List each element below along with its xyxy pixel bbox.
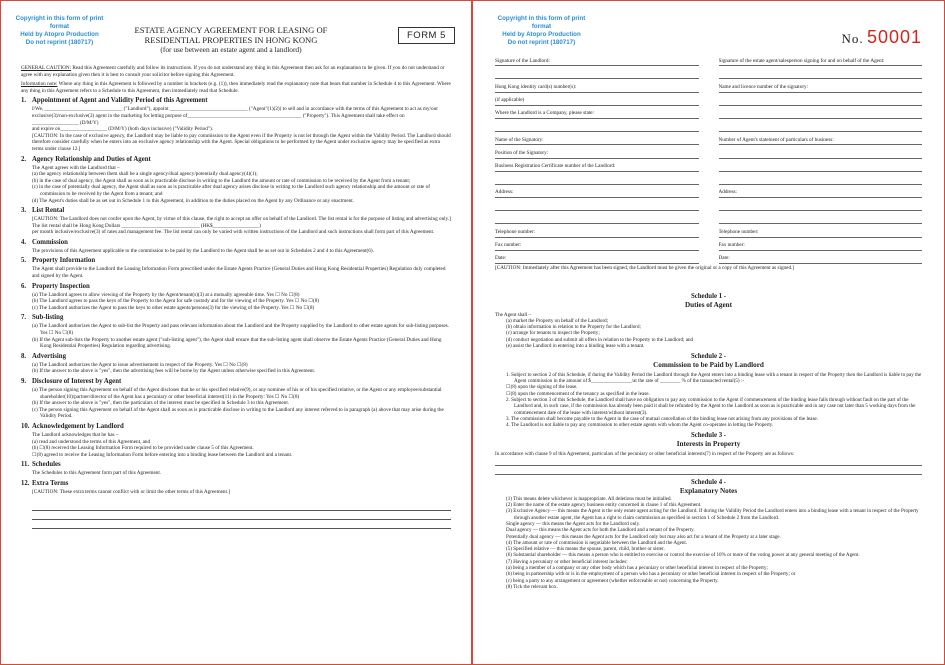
- interest-line[interactable]: [495, 457, 922, 466]
- landlord-field[interactable]: [495, 238, 699, 251]
- schedule-item: (c) arrange for tenants to inspect the Property;: [506, 330, 600, 337]
- clause-3: [21, 207, 451, 236]
- clause-text: [CAUTION: These extra terms cannot conflict with or limit the other terms of this Agreement.]: [32, 488, 230, 495]
- clause-1: [21, 97, 451, 152]
- schedule-item: (4) The amount or rate of commission is negotiable between the Landlord and the Agent.: [506, 539, 688, 546]
- clause-item: (b) in the case of dual agency, the Agent shall as soon as is practicable disclose in writing to the Landlord the amount or rate of commission to be received by the Agent from a tenant;: [32, 177, 411, 184]
- clause-item: ☐(8) agreed to receive the Leasing Information Form before entering into a binding lease between the Landlord and a tenant.: [32, 451, 293, 458]
- clause-item: (a) The Landlord agrees to allow viewing of the Property by the Agent/tenant(s)(3) at a mutually agreeable time. Yes ☐ No ☐(8): [32, 291, 300, 298]
- copyright-line: Held by Atopro Production: [502, 31, 581, 38]
- clause-number: 6.: [21, 282, 27, 290]
- clause-title: Property Information: [32, 257, 96, 265]
- title-subline: (for use between an estate agent and a landlord): [160, 45, 302, 54]
- clause-item: (a) The person signing this Agreement on behalf of the Agent discloses that he or his specified relative(9), or any nominee of his or of his specified relative, or the Agent or any employee/substantial shareholder(10)/partner/director of the Agent has a pecuniary or other beneficial interest(11) in the Property: Yes ☐ No ☐(8): [32, 387, 442, 400]
- field-label: Telephone number:: [495, 229, 536, 236]
- clause-text: The provisions of this Agreement applicable to the commission to be paid by the Landlord to the Agent shall be as set out in Schedules 2 and 4 to this Agreement(6).: [32, 247, 374, 254]
- schedule-item: Potentially dual agency — this means the Agent acts for the Landlord only but may also act for a tenant of the Property at a later stage.: [506, 533, 781, 540]
- agent-field[interactable]: [719, 106, 923, 119]
- serial-number: [842, 27, 922, 48]
- landlord-field[interactable]: [495, 159, 699, 172]
- extra-terms-line[interactable]: [32, 502, 451, 511]
- field-label: Telephone number:: [718, 229, 759, 236]
- clause-heading: [21, 423, 451, 431]
- field-label: (if applicable): [495, 97, 525, 104]
- clause-number: 11.: [21, 461, 30, 469]
- field-label: Fax number:: [495, 242, 522, 249]
- clause-title: Appointment of Agent and Validity Period of this Agreement: [32, 97, 208, 105]
- clause-title: List Rental: [32, 207, 65, 215]
- field-label: Address:: [718, 189, 737, 196]
- clause-heading: [21, 257, 451, 265]
- clause-number: 12.: [21, 479, 30, 487]
- clause-item: (b) ☐(8) received the Leasing Information Form required to be provided under clause 5 of this Agreement.: [32, 445, 254, 452]
- schedule-item: ☐(8) upon the commencement of the tenancy as specified in the lease.: [506, 390, 650, 397]
- agreement-body: [21, 65, 451, 529]
- field-label: Where the Landlord is a Company, please state:: [495, 110, 595, 117]
- schedule-1-title: Duties of Agent: [684, 301, 733, 309]
- clause-item: (b) If the answer to the above is "yes", then the particulars of the interest must be specified in Schedule 3 to this Agreement.: [32, 400, 290, 407]
- schedule-item: (b) obtain information in relation to the Property for the Landlord;: [506, 324, 641, 331]
- info-text: Where any thing in this Agreement is followed by a number in brackets (e.g. (1)), then immediately read the explanatory note that bears that number in Schedule 4 to this Agreement. Where any thing in this Agreement refers to a Schedule to this Agreement, then immediately read that Schedule.: [21, 81, 451, 94]
- field-label: Business Registration Certificate number of the Landlord:: [495, 163, 616, 170]
- field-label: Address:: [495, 189, 514, 196]
- clause-item: (b) If the answer to the above is "yes", then the advertising fees will be borne by the Agent unless otherwise specified in this Agreement.: [32, 368, 316, 375]
- clause-title: Disclosure of Interest by Agent: [32, 378, 122, 385]
- copyright-line: Do not reprint (180717): [25, 39, 94, 46]
- clause-text: [CAUTION: The Landlord does not confer upon the Agent, by virtue of this clause, the right to accept an offer on behalf of the Landlord. The list rental is for the purpose of listing and advertising only.]: [32, 216, 451, 223]
- agent-field[interactable]: [719, 211, 923, 224]
- landlord-field[interactable]: [495, 93, 699, 106]
- landlord-field[interactable]: [495, 251, 699, 264]
- clause-text: and expire on__________________ (D/M/Y) (both days inclusive) ("Validity Period").: [32, 126, 214, 133]
- serial-label: No.: [841, 31, 864, 46]
- agent-field[interactable]: [719, 53, 923, 66]
- landlord-field[interactable]: [495, 66, 699, 79]
- landlord-field[interactable]: [495, 224, 699, 237]
- schedule-item: (b) being in partnership with or is in the employment of a person who has a pecuniary or other beneficial interest in respect of the Property; or: [506, 571, 796, 578]
- schedule-item: (c) being a party to any arrangement or agreement (whether enforceable or not) concerning the Property.: [506, 577, 719, 584]
- schedule-item: (5) Specified relative — this means the spouse, parent, child, brother or sister.: [506, 546, 665, 553]
- schedule-3-heading: Schedule 3 -: [690, 432, 727, 440]
- s4-list: [495, 496, 922, 590]
- clause-title: Sub-listing: [32, 314, 64, 322]
- schedule-2-heading: Schedule 2 -: [690, 353, 727, 361]
- clause-heading: [21, 97, 451, 105]
- field-label: Hong Kong identity card(s) number(s):: [495, 83, 577, 90]
- agent-field[interactable]: [719, 251, 923, 264]
- general-caution: [21, 65, 451, 78]
- landlord-field[interactable]: [495, 185, 699, 198]
- landlord-signature-column: [495, 53, 699, 264]
- clause-number: 2.: [21, 155, 27, 163]
- clause-text: per month inclusive/exclusive(3) of rates and management fee. The list rental can only be varied with written instructions of the Landlord and such instructions shall form part of this Agreement.: [32, 229, 435, 236]
- field-label: Name of the Signatory:: [495, 136, 544, 143]
- clause-8: [21, 353, 451, 375]
- clause-heading: [21, 239, 451, 247]
- agreement-page-1: [0, 0, 472, 665]
- agent-field[interactable]: [719, 132, 923, 145]
- clause-text: [CAUTION: In the case of exclusive agency, the Landlord may be liable to pay commission to the Agent even if the Property is not let through the Agent within the Validity Period. The Landlord should therefore consider carefully when he enters into an exclusive agency relationship with the Agent. Special obligations to be performed by the Agent under exclusive agency may be specified as extra terms under clause 12.]: [32, 132, 451, 152]
- field-label: Name and licence number of the signatory:: [718, 83, 809, 90]
- extra-terms-line[interactable]: [32, 520, 451, 529]
- clause-text: The list rental shall be Hong Kong Dollars ______________________________ (HK$__________________): [32, 222, 261, 229]
- clause-item: (c) The person signing this Agreement on behalf of the Agent shall as soon as is practicable disclose in writing to the Landlord any interest referred to in paragraph (a) above that may arise during the Validity Period.: [32, 406, 444, 420]
- schedule-item: (2) Enter the name of the estate agency business entity concerned in clause 1 of this Agreement.: [506, 502, 702, 509]
- clause-10: [21, 423, 451, 458]
- landlord-field[interactable]: [495, 106, 699, 119]
- schedule-item: ☐(8) upon the signing of the lease.: [506, 384, 578, 391]
- schedules: [495, 289, 922, 590]
- landlord-field[interactable]: [495, 119, 699, 132]
- agreement-page-2: [472, 0, 945, 665]
- agent-field[interactable]: [719, 159, 923, 172]
- clause-5: [21, 257, 451, 279]
- schedule-item: (8) Tick the relevant box.: [506, 583, 558, 590]
- clause-number: 3.: [21, 207, 27, 215]
- schedule-item: 3. The commission shall become payable to the Agent in the case of mutual cancellation of the binding lease not arising from any provisions of the lease.: [506, 415, 818, 422]
- clause-heading: [21, 461, 451, 469]
- schedule-item: (d) conduct negotiation and submit all offers in relation to the Property to the Landlord; and: [506, 336, 694, 343]
- copyright-line: Do not reprint (180717): [507, 39, 576, 46]
- clause-item: (a) The Landlord authorizes the Agent to sub-list the Property and pass relevant information about the Landlord and the Property supplied by the Landlord to other estate agents for sub-listing purposes. Yes ☐ No ☐(8): [32, 323, 449, 337]
- schedule-item: (6) Substantial shareholder — this means a person who is entitled to exercise or control the exercise of 10% or more of the voting power at any general meeting of the Agent.: [506, 552, 860, 559]
- schedule-item: Dual agency — this means the Agent acts for both the Landlord and a tenant of the Property.: [506, 527, 695, 534]
- clause-number: 9.: [21, 378, 27, 385]
- clause-item: (c) in the case of potentially dual agency, the Agent shall as soon as is practicable after dual agency arises disclose in writing to the Landlord such agency relationship and the amount or rate of commission to be received by the Agent from a tenant; and: [32, 184, 430, 197]
- schedule-item: Single agency — this means the Agent acts for the Landlord only.: [506, 520, 641, 527]
- schedule-1-heading: Schedule 1 -: [690, 293, 727, 300]
- title-line: RESIDENTIAL PROPERTIES IN HONG KONG: [144, 35, 318, 45]
- agent-signature-column: [719, 53, 923, 264]
- schedule-item: (e) assist the Landlord in entering into a binding lease with a tenant.: [506, 342, 645, 349]
- schedule-1-intro: The Agent shall –: [495, 311, 532, 318]
- field-label: Signature of the Landlord:: [495, 57, 550, 64]
- clause-item: (c) The Landlord authorizes the Agent to pass the keys to other estate agents/persons(3) for the viewing of the Property. Yes ☐ No ☐(8): [32, 304, 315, 311]
- signature-block: [495, 53, 922, 272]
- serial-value: 50001: [866, 27, 922, 47]
- landlord-field[interactable]: [495, 79, 699, 92]
- info-heading: Information note:: [21, 81, 58, 88]
- clause-heading: [21, 314, 451, 322]
- landlord-field[interactable]: [495, 198, 699, 211]
- agent-field[interactable]: [719, 66, 923, 79]
- clause-title: Schedules: [32, 461, 61, 469]
- extra-terms-line[interactable]: [32, 511, 451, 520]
- clause-item: (a) The Landlord authorizes the Agent to issue advertisement in respect of the Property. Yes ☐ No ☐(8): [32, 361, 248, 368]
- signing-caution: [CAUTION: Immediately after this Agreement has been signed, the Landlord must be given the original or a copy of this Agreement as signed.]: [495, 265, 795, 271]
- clause-item: (b) The Landlord agrees to pass the keys of the Property to the Agent for safe custody and for the viewing of the Property. Yes ☐ No ☐(8): [32, 298, 320, 305]
- agent-field[interactable]: [719, 93, 923, 106]
- title-line: ESTATE AGENCY AGREEMENT FOR LEASING OF: [134, 25, 328, 35]
- clause-text: I/We, ______________________________ ("Landlord"), appoint ______________________________ ("Agent"(1)(2)) to sell and in accordance with the terms of this Agreement to act as my/our exclusive(3)/non-exclusive(3) agent in the marketing for letting purpose of____________________________________________ ("Property"). This Agreement shall take effect on __________________ (D/M/Y): [32, 106, 438, 126]
- clause-11: [21, 461, 451, 477]
- clause-12: [21, 480, 451, 496]
- clause-text: The Agent agrees with the Landlord that –: [32, 164, 120, 171]
- schedule-item: (a) being a member of a company or any other body which has a pecuniary or other beneficial interest in respect of the Property;: [506, 565, 768, 572]
- field-label: Date:: [718, 255, 730, 262]
- clause-title: Commission: [32, 238, 68, 246]
- clause-heading: [21, 378, 451, 386]
- field-label: Signature of the estate agent/salesperson signing for and on behalf of the Agent:: [718, 57, 885, 64]
- clause-text: The Schedules to this Agreement form part of this Agreement.: [32, 470, 162, 477]
- schedule-item: 2. Subject to section 3 of this Schedule, the Landlord shall have no obligation to pay any commission to the Agent if commencement of the binding lease falls through without fault on the part of the Landlord and, in such case, if the commission has already been paid it shall be refunded by the Agent to the Landlord as soon as is practicable and in any case not later than 5 working days from the commencement date of the lease with interest/without interest(3).: [506, 396, 916, 416]
- caution-text: Read this Agreement carefully and follow its instructions. If you do not understand any thing in this Agreement then ask for an explanation to be given. If you do not understand or agree with any explanation given then it is best to consult your solicitor before signing this Agreement.: [21, 65, 445, 78]
- schedule-3-text: In accordance with clause 9 of this Agreement, particulars of the pecuniary or other beneficial interests(7) in respect of the Property are as follows:: [495, 450, 795, 457]
- schedule-item: 4. The Landlord is not liable to pay any commission to other estate agents with whom the Agent co-operates in letting the Property.: [506, 422, 774, 429]
- agent-field[interactable]: [719, 119, 923, 132]
- landlord-field[interactable]: [495, 172, 699, 185]
- clause-text: The Landlord acknowledges that he has –: [32, 431, 119, 438]
- interest-line[interactable]: [495, 466, 922, 475]
- copyright-line: Copyright in this form of print format: [497, 15, 586, 30]
- landlord-field[interactable]: [495, 132, 699, 145]
- schedule-4-heading: Schedule 4 -: [690, 479, 727, 487]
- form-number-badge: FORM 5: [398, 27, 455, 44]
- clause-7: [21, 314, 451, 349]
- caution-heading: GENERAL CAUTION:: [21, 65, 72, 71]
- landlord-field[interactable]: [495, 53, 699, 66]
- clause-item: (d) The Agent's duties shall be as set out in Schedule 1 to this Agreement, in addition to the duties placed on the Agent by any Ordinance or any enactment.: [32, 197, 354, 204]
- landlord-field[interactable]: [495, 211, 699, 224]
- copyright-line: Copyright in this form of print format: [15, 15, 104, 30]
- clause-heading: [21, 283, 451, 291]
- agent-field[interactable]: [719, 224, 923, 237]
- field-label: Number of Agent's statement of particulars of business:: [718, 136, 834, 143]
- clause-item: (b) If the Agent sub-lists the Property to another estate agent ("sub-listing agent"), the Agent shall ensure that the sub-listing agent shall observe the Estate Agents Practice (General Duties and Hong Kong Residential Properties) Regulation regarding advertising.: [32, 336, 442, 350]
- clause-number: 7.: [21, 314, 27, 322]
- agreement-title: [121, 25, 341, 55]
- landlord-field[interactable]: [495, 145, 699, 158]
- clause-item: (a) the agency relationship between them shall be a single agency/dual agency/potentially dual agency(4)(1);: [32, 171, 258, 178]
- copyright-notice: [489, 15, 594, 47]
- clause-9: [21, 378, 451, 420]
- clause-number: 1.: [21, 97, 27, 105]
- schedule-item: (a) market the Property on behalf of the Landlord;: [506, 317, 609, 324]
- clause-2: [21, 156, 451, 205]
- clause-number: 10.: [21, 422, 30, 430]
- clause-4: [21, 239, 451, 255]
- clause-title: Extra Terms: [32, 479, 69, 487]
- agent-field[interactable]: [719, 238, 923, 251]
- agent-field[interactable]: [719, 145, 923, 158]
- clause-text: The Agent shall provide to the Landlord the Leasing Information Form prescribed under the Estate Agents Practice (General Duties and Hong Kong Residential Properties) Regulation duly completed and signed by the Agent.: [32, 266, 446, 280]
- copyright-line: Held by Atopro Production: [20, 31, 99, 38]
- clause-title: Acknowledgement by Landlord: [32, 422, 124, 430]
- agent-field[interactable]: [719, 198, 923, 211]
- schedule-2-title: Commission to be Paid by Landlord: [653, 361, 764, 370]
- clause-heading: [21, 480, 451, 488]
- clause-title: Property Inspection: [32, 282, 90, 290]
- agent-field[interactable]: [719, 79, 923, 92]
- schedule-item: (7) Having a pecuniary or other beneficial interest includes:: [506, 558, 628, 565]
- clause-title: Agency Relationship and Duties of Agent: [32, 155, 151, 163]
- field-label: Date:: [495, 255, 507, 262]
- clause-number: 5.: [21, 257, 27, 265]
- clause-heading: [21, 353, 451, 361]
- s1-list: [495, 318, 922, 349]
- clause-number: 4.: [21, 238, 27, 246]
- schedule-item: 1. Subject to section 2 of this Schedule, if during the Validity Period the Landlord through the Agent enters into a binding lease with a tenant in respect of the Property then the Landlord is liable to pay the Agent commission in the amount of $________________/at the rate of ________ % of the transacted rental(5) :-: [506, 371, 922, 385]
- information-note: [21, 81, 451, 94]
- s2-list: [495, 372, 922, 429]
- schedule-item: (3) Exclusive Agency — this means the Agent is the only estate agent acting for the Landlord. If during the Validity Period the Landlord enters into a binding lease with a tenant in respect of the Property through another estate agent, the Agent has a right to claim commission as specified in section 1 of Schedule 2 from the Landlord.: [506, 508, 919, 521]
- clause-item: (a) read and understood the terms of this Agreement, and: [32, 438, 151, 445]
- clause-title: Advertising: [32, 352, 66, 360]
- schedule-item: (1) This means delete whichever is inappropriate. All deletions must be initialled.: [506, 495, 672, 502]
- clause-6: [21, 283, 451, 312]
- agent-field[interactable]: [719, 185, 923, 198]
- schedule-4-title: Explanatory Notes: [679, 487, 738, 496]
- copyright-notice: [7, 15, 112, 47]
- clause-heading: [21, 156, 451, 164]
- schedule-3-title: Interests in Property: [676, 440, 741, 449]
- clause-number: 8.: [21, 352, 27, 360]
- clause-heading: [21, 207, 451, 215]
- field-label: Fax number:: [718, 242, 745, 249]
- field-label: Position of the Signatory:: [495, 149, 549, 156]
- agent-field[interactable]: [719, 172, 923, 185]
